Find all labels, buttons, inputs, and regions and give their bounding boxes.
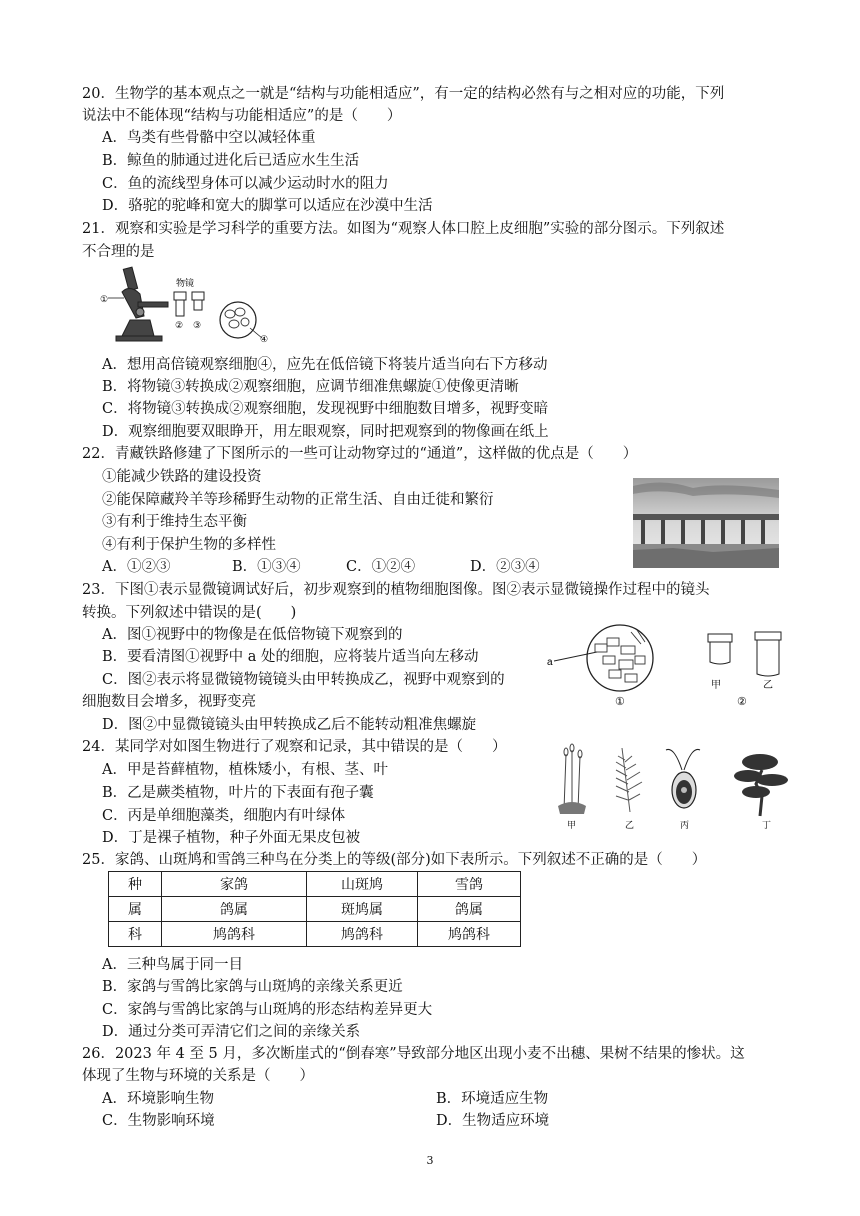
q24-option-b: B．乙是蕨类植物，叶片的下表面有孢子囊: [102, 785, 374, 801]
table-cell: 山斑鸠: [307, 872, 418, 897]
q25-option-a: A．三种鸟属于同一目: [102, 957, 243, 973]
page-number: 3: [426, 1154, 434, 1167]
table-cell: 雪鸽: [418, 872, 521, 897]
q22-item-1: ①能减少铁路的建设投资: [102, 469, 262, 485]
table-row: [109, 897, 521, 922]
q20-stem-line2: 说法中不能体现“结构与功能相适应”的是（ ）: [82, 108, 402, 124]
q24-fig-label-jia: 甲: [567, 821, 577, 831]
q26-option-a: A．环境影响生物: [102, 1091, 214, 1107]
q21-fig-num-2: ②: [175, 321, 184, 331]
q24-stem: 24．某同学对如图生物进行了观察和记录，其中错误的是（ ）: [82, 739, 507, 755]
q20-option-b: B．鲸鱼的肺通过进化后已适应水生生活: [102, 153, 360, 169]
q22-stem: 22．青藏铁路修建了下图所示的一些可让动物穿过的“通道”，这样做的优点是（ ）: [82, 446, 638, 462]
q25-option-d: D．通过分类可弄清它们之间的亲缘关系: [102, 1024, 361, 1040]
q26-stem-line1: 26．2023 年 4 至 5 月，多次断崖式的“倒春寒”导致部分地区出现小麦不出穗、果树不结果的惨状。这: [82, 1046, 745, 1062]
q20-stem-line1: 20．生物学的基本观点之一就是“结构与功能相适应”，有一定的结构必然有与之相对应的功能，下列: [82, 86, 725, 102]
q23-fig-label-1: ①: [615, 695, 625, 708]
q23-stem-line2: 转换。下列叙述中错误的是( ): [82, 605, 297, 621]
q23-option-c-line1: C．图②表示将显微镜物镜镜头由甲转换成乙，视野中观察到的: [102, 672, 505, 688]
table-cell: 鸽属: [162, 897, 307, 922]
q21-option-b: B．将物镜③转换成②观察细胞，应调节细准焦螺旋①使像更清晰: [102, 379, 519, 395]
q25-stem: 25．家鸽、山斑鸠和雪鸽三种鸟在分类上的等级(部分)如下表所示。下列叙述不正确的是（ ）: [82, 852, 707, 868]
table-cell: 科: [109, 922, 162, 947]
q21-option-a: A．想用高倍镜观察细胞④，应先在低倍镜下将装片适当向右下方移动: [102, 357, 548, 373]
q23-fig-label-jia: 甲: [711, 680, 721, 691]
q22-option-b: B．①③④: [232, 559, 301, 575]
q26-stem-line2: 体现了生物与环境的关系是（ ）: [82, 1068, 314, 1084]
q21-stem-line2: 不合理的是: [82, 244, 155, 260]
q23-stem-line1: 23．下图①表示显微镜调试好后，初步观察到的植物细胞图像。图②表示显微镜操作过程中的镜头: [82, 582, 710, 598]
q23-fig-label-a: a: [547, 657, 553, 668]
q23-fig-label-yi: 乙: [763, 680, 773, 691]
q23-option-b: B．要看清图①视野中 a 处的细胞，应将装片适当向左移动: [102, 649, 479, 665]
q26-option-c: C．生物影响环境: [102, 1113, 215, 1129]
q25-classification-table: [108, 871, 521, 947]
q22-railway-bridge-photo: [633, 478, 779, 568]
q21-fig-num-4: ④: [260, 335, 269, 344]
q22-option-d: D．②③④: [470, 559, 540, 575]
q26-option-b: B．环境适应生物: [436, 1091, 549, 1107]
q21-fig-num-3: ③: [193, 321, 202, 331]
table-cell: 种: [109, 872, 162, 897]
q22-item-4: ④有利于保护生物的多样性: [102, 537, 276, 553]
q24-fig-label-yi: 乙: [625, 821, 635, 831]
table-cell: 鸠鸽科: [418, 922, 521, 947]
q21-microscope-figure: [100, 264, 275, 344]
q24-fig-label-bing: 丙: [680, 821, 690, 831]
q20-option-d: D．骆驼的驼峰和宽大的脚掌可以适应在沙漠中生活: [102, 198, 433, 214]
q24-fig-label-ding: 丁: [762, 821, 772, 831]
q23-microscope-view-figure: [545, 622, 795, 710]
q23-option-d: D．图②中显微镜镜头由甲转换成乙后不能转动粗准焦螺旋: [102, 717, 477, 733]
table-cell: 斑鸠属: [307, 897, 418, 922]
q22-item-2: ②能保障藏羚羊等珍稀野生动物的正常生活、自由迁徙和繁衍: [102, 492, 494, 508]
q25-option-b: B．家鸽与雪鸽比家鸽与山斑鸠的亲缘关系更近: [102, 979, 403, 995]
table-cell: 鸠鸽科: [162, 922, 307, 947]
table-cell: 鸽属: [418, 897, 521, 922]
q24-organisms-figure: [550, 740, 790, 832]
q22-option-a: A．①②③: [102, 559, 171, 575]
q24-option-a: A．甲是苔藓植物，植株矮小，有根、茎、叶: [102, 762, 388, 778]
q22-item-3: ③有利于维持生态平衡: [102, 514, 247, 530]
table-cell: 鸠鸽科: [307, 922, 418, 947]
q21-option-c: C．将物镜③转换成②观察细胞，发现视野中细胞数目增多，视野变暗: [102, 401, 549, 417]
q20-option-a: A．鸟类有些骨骼中空以减轻体重: [102, 130, 316, 146]
q22-option-c: C．①②④: [346, 559, 416, 575]
table-cell: 家鸽: [162, 872, 307, 897]
q24-option-d: D．丁是裸子植物，种子外面无果皮包被: [102, 830, 361, 846]
q25-option-c: C．家鸽与雪鸽比家鸽与山斑鸠的形态结构差异更大: [102, 1002, 433, 1018]
q26-option-d: D．生物适应环境: [436, 1113, 550, 1129]
q21-stem-line1: 21．观察和实验是学习科学的重要方法。如图为“观察人体口腔上皮细胞”实验的部分图示。下列叙述: [82, 221, 725, 237]
q23-fig-label-2: ②: [737, 695, 747, 708]
q21-option-d: D．观察细胞要双眼睁开，用左眼观察，同时把观察到的物像画在纸上: [102, 424, 549, 440]
q24-option-c: C．丙是单细胞藻类，细胞内有叶绿体: [102, 808, 346, 824]
q21-fig-num-1: ①: [100, 295, 109, 305]
q23-option-a: A．图①视野中的物像是在低倍物镜下观察到的: [102, 627, 403, 643]
table-row: [109, 922, 521, 947]
q20-option-c: C．鱼的流线型身体可以减少运动时水的阻力: [102, 176, 389, 192]
table-row: [109, 872, 521, 897]
q23-option-c-line2: 细胞数目会增多，视野变亮: [82, 694, 256, 710]
table-cell: 属: [109, 897, 162, 922]
q21-fig-label-objective: 物镜: [176, 279, 195, 289]
